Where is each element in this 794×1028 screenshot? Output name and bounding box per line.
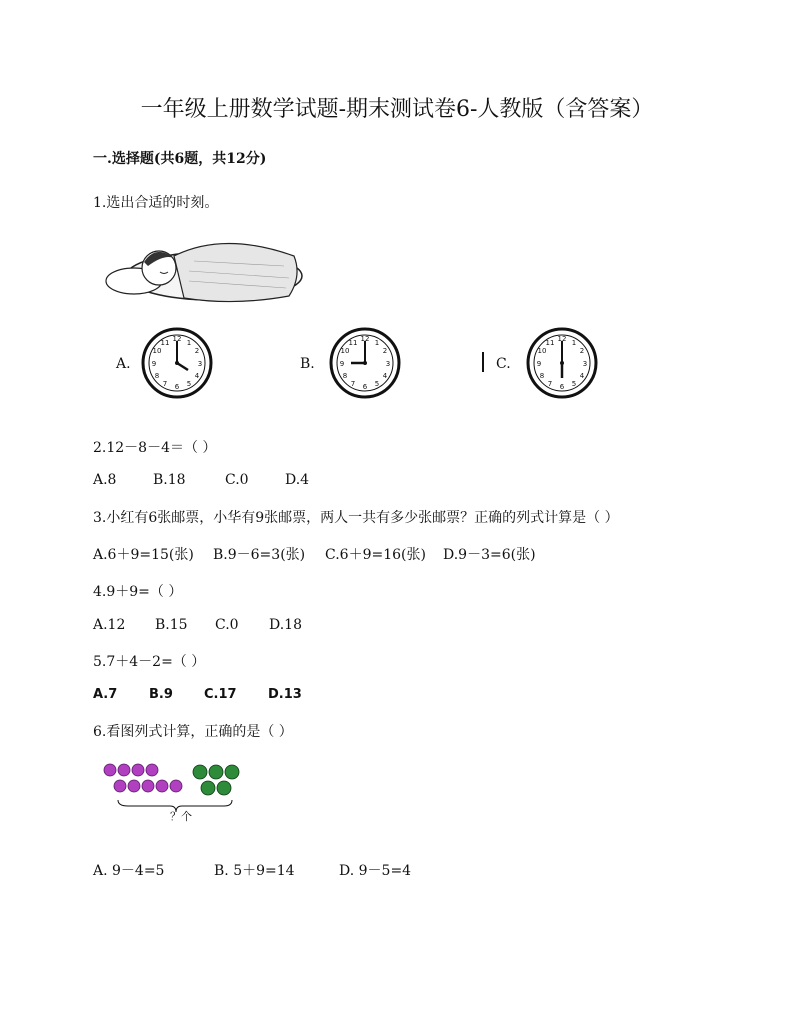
svg-text:11: 11 — [160, 339, 170, 347]
fruit-grouping-figure — [100, 762, 250, 822]
svg-text:4: 4 — [579, 372, 585, 380]
section-heading: 一.选择题(共6题，共12分) — [93, 151, 267, 167]
svg-text:12: 12 — [172, 335, 182, 343]
question-5-options — [93, 687, 302, 702]
option-b[interactable]: B.9－6=3(张) — [213, 547, 306, 563]
option-c[interactable]: C.0 — [225, 472, 249, 488]
option-b[interactable]: B.15 — [155, 617, 188, 633]
svg-text:6: 6 — [174, 383, 180, 391]
svg-text:5: 5 — [374, 380, 380, 388]
svg-text:12: 12 — [360, 335, 370, 343]
question-6-stem: 6.看图列式计算，正确的是（ ） — [93, 724, 293, 740]
svg-text:11: 11 — [545, 339, 555, 347]
option-d[interactable]: D. 9－5=4 — [339, 863, 412, 879]
svg-text:4: 4 — [194, 372, 200, 380]
option-c[interactable]: C.0 — [215, 617, 239, 633]
svg-text:7: 7 — [350, 380, 356, 388]
option-a[interactable]: A.7 — [93, 687, 118, 702]
svg-text:3: 3 — [197, 360, 203, 368]
svg-text:5: 5 — [186, 380, 192, 388]
option-a[interactable]: A.12 — [93, 617, 126, 633]
svg-text:2: 2 — [194, 347, 200, 355]
question-4-stem: 4.9＋9=（ ） — [93, 584, 183, 600]
option-c[interactable]: C.6＋9=16(张) — [325, 547, 426, 563]
question-4-options — [93, 617, 302, 633]
option-c[interactable]: C.17 — [204, 687, 237, 702]
svg-text:9: 9 — [339, 360, 345, 368]
clock-c-icon[interactable] — [525, 326, 599, 400]
page-title: 一年级上册数学试题-期末测试卷6-人教版（含答案） — [140, 97, 654, 122]
option-a[interactable]: A.8 — [93, 472, 117, 488]
option-a-label[interactable]: A. — [116, 356, 131, 372]
svg-text:4: 4 — [382, 372, 388, 380]
option-d[interactable]: D.4 — [285, 472, 310, 488]
svg-text:8: 8 — [342, 372, 348, 380]
svg-text:9: 9 — [536, 360, 542, 368]
svg-text:2: 2 — [382, 347, 388, 355]
option-d[interactable]: D.18 — [269, 617, 302, 633]
svg-text:8: 8 — [539, 372, 545, 380]
question-6-options — [93, 860, 411, 880]
svg-text:3: 3 — [582, 360, 588, 368]
question-2-stem: 2.12－8－4＝（ ） — [93, 440, 217, 456]
svg-text:9: 9 — [151, 360, 157, 368]
option-d[interactable]: D.9－3=6(张) — [443, 547, 536, 563]
svg-text:6: 6 — [362, 383, 368, 391]
question-2-options — [93, 472, 309, 488]
clock-a-icon[interactable] — [140, 326, 214, 400]
svg-text:1: 1 — [374, 339, 380, 347]
option-b[interactable]: B.9 — [149, 687, 173, 702]
text-cursor — [482, 352, 484, 372]
svg-text:3: 3 — [385, 360, 391, 368]
svg-text:10: 10 — [152, 347, 162, 355]
svg-text:1: 1 — [186, 339, 192, 347]
svg-text:7: 7 — [162, 380, 168, 388]
clock-b-icon[interactable] — [328, 326, 402, 400]
svg-text:6: 6 — [559, 383, 565, 391]
svg-text:7: 7 — [547, 380, 553, 388]
option-d[interactable]: D.13 — [268, 687, 302, 702]
sleeping-boy-illustration — [104, 226, 304, 308]
option-a[interactable]: A.6＋9=15(张) — [93, 547, 194, 563]
svg-text:12: 12 — [557, 335, 567, 343]
svg-text:10: 10 — [537, 347, 547, 355]
group-total-label: ？个 — [170, 810, 192, 822]
svg-text:1: 1 — [571, 339, 577, 347]
option-b[interactable]: B. 5＋9=14 — [214, 863, 295, 879]
option-a[interactable]: A. 9－4=5 — [93, 863, 165, 879]
svg-text:10: 10 — [340, 347, 350, 355]
option-b[interactable]: B.18 — [153, 472, 186, 488]
svg-text:2: 2 — [579, 347, 585, 355]
option-b-label[interactable]: B. — [300, 356, 315, 372]
option-c-label[interactable]: C. — [496, 356, 511, 372]
question-1-stem: 1.选出合适的时刻。 — [93, 195, 219, 211]
question-3-stem: 3.小红有6张邮票，小华有9张邮票，两人一共有多少张邮票？正确的列式计算是（ ） — [93, 510, 619, 526]
svg-text:8: 8 — [154, 372, 160, 380]
question-5-stem: 5.7＋4－2=（ ） — [93, 654, 206, 670]
svg-text:11: 11 — [348, 339, 358, 347]
question-3-options — [93, 544, 536, 564]
svg-text:5: 5 — [571, 380, 577, 388]
